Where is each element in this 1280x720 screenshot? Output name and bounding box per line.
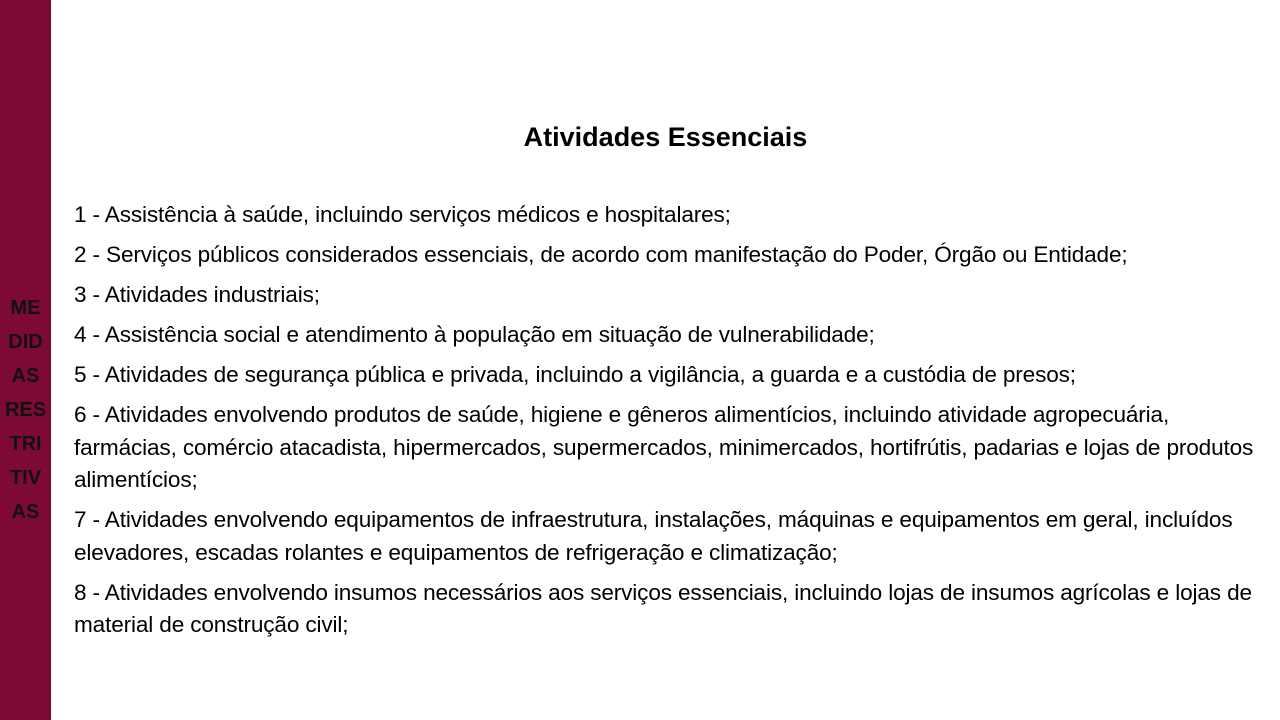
sidebar-label-line: RES (4, 399, 47, 421)
list-item: 3 - Atividades industriais; (74, 282, 320, 307)
list-item: 6 - Atividades envolvendo produtos de saúde, higiene e gêneros alimentícios, incluindo atividade agropecuária, farmácias, comércio atacadista, hipermercados, supermercados, minimercados, hortifrútis, padarias e lojas de produtos alimentícios; (74, 402, 1254, 492)
list-item: 7 - Atividades envolvendo equipamentos de infraestrutura, instalações, máquinas e equipamentos em geral, incluídos elevadores, escadas rolantes e equipamentos de refrigeração e climatização; (74, 507, 1233, 565)
sidebar-label-line: AS (11, 501, 40, 523)
sidebar-label-line: ME (10, 297, 41, 319)
sidebar-label (0, 291, 51, 529)
list-item: 5 - Atividades de segurança pública e privada, incluindo a vigilância, a guarda e a custódia de presos; (74, 362, 1076, 387)
activities-list (74, 199, 1274, 649)
sidebar-label-line: TIV (9, 467, 42, 489)
page-title: Atividades Essenciais (523, 122, 808, 152)
sidebar-label-line: TRI (9, 433, 42, 455)
list-item: 1 - Assistência à saúde, incluindo serviços médicos e hospitalares; (74, 202, 731, 227)
sidebar-band (0, 0, 51, 720)
list-item: 8 - Atividades envolvendo insumos necessários aos serviços essenciais, incluindo lojas de insumos agrícolas e lojas de material de construção civil; (74, 579, 1252, 637)
sidebar-label-line: DID (8, 331, 43, 353)
list-item: 4 - Assistência social e atendimento à população em situação de vulnerabilidade; (74, 322, 875, 347)
sidebar-label-line: AS (11, 365, 40, 387)
list-item: 2 - Serviços públicos considerados essenciais, de acordo com manifestação do Poder, Órgão ou Entidade; (74, 242, 1128, 267)
